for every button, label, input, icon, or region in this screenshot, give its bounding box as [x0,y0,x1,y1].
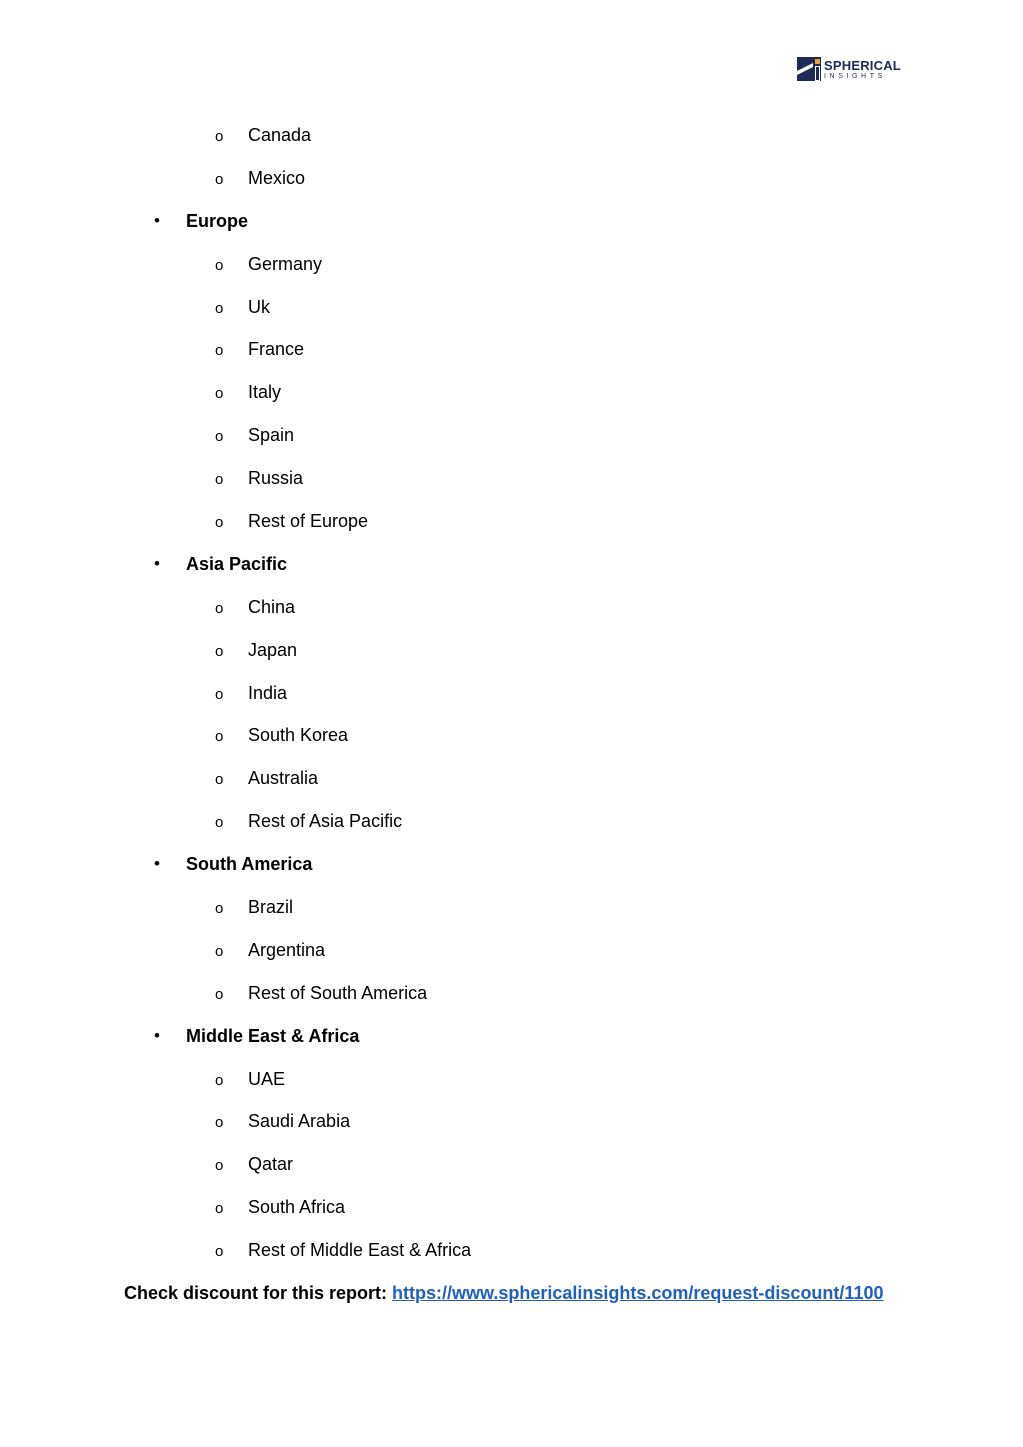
circle-bullet-icon: o [215,514,224,532]
country-item [0,586,1023,629]
circle-bullet-icon: o [215,642,224,660]
country-label: Rest of Europe [248,511,369,532]
discount-line [124,1283,883,1305]
circle-bullet-icon: o [215,256,224,274]
country-label: UAE [248,1068,286,1089]
country-label: Uk [248,296,270,317]
circle-bullet-icon: o [215,985,224,1003]
country-item [0,328,1023,371]
circle-bullet-icon: o [215,1157,224,1175]
country-item [0,371,1023,414]
country-label: Mexico [248,167,306,188]
logo-name: SPHERICAL [824,57,901,73]
bullet-icon: • [154,1025,160,1045]
country-item [0,1229,1023,1272]
country-label: India [248,682,288,703]
country-item [0,1058,1023,1101]
country-item [0,286,1023,329]
circle-bullet-icon: o [215,471,224,489]
country-label: Australia [248,768,319,789]
circle-bullet-icon: o [215,170,224,188]
circle-bullet-icon: o [215,814,224,832]
region-label: South America [186,854,313,875]
region-label: Asia Pacific [186,553,288,574]
spherical-insights-logo-icon [797,57,821,81]
circle-bullet-icon: o [215,428,224,446]
circle-bullet-icon: o [215,1114,224,1132]
region-item [0,200,1023,243]
country-item [0,1143,1023,1186]
country-item [0,972,1023,1015]
circle-bullet-icon: o [215,128,224,145]
region-item [0,843,1023,886]
country-label: China [248,596,296,617]
logo-text [824,59,901,80]
circle-bullet-icon: o [215,771,224,789]
country-item [0,886,1023,929]
country-label: Japan [248,639,298,660]
country-item [0,800,1023,843]
country-label: Argentina [248,939,326,960]
region-item [0,543,1023,586]
country-label: Saudi Arabia [248,1111,351,1132]
bullet-icon: • [154,553,160,573]
country-item [0,114,1023,157]
circle-bullet-icon: o [215,1071,224,1089]
circle-bullet-icon: o [215,342,224,360]
country-label: Rest of Middle East & Africa [248,1240,472,1261]
country-item [0,757,1023,800]
country-item [0,714,1023,757]
country-label: Russia [248,468,304,489]
circle-bullet-icon: o [215,1243,224,1261]
circle-bullet-icon: o [215,1200,224,1218]
country-item [0,457,1023,500]
discount-label: Check discount for this report: [124,1283,393,1303]
country-item [0,629,1023,672]
country-item [0,1186,1023,1229]
company-logo [797,57,901,81]
country-label: Italy [248,382,282,403]
discount-link[interactable]: https://www.sphericalinsights.com/request-discount/1100 [392,1283,884,1303]
country-item [0,1100,1023,1143]
country-label: Canada [248,125,312,145]
country-item [0,500,1023,543]
logo-subtitle: INSIGHTS [824,72,886,80]
bullet-icon: • [154,854,160,874]
circle-bullet-icon: o [215,385,224,403]
country-label: South Africa [248,1197,346,1218]
region-label: Europe [186,210,249,231]
region-item [0,1015,1023,1058]
circle-bullet-icon: o [215,685,224,703]
bullet-icon: • [154,210,160,230]
country-item [0,243,1023,286]
circle-bullet-icon: o [215,900,224,918]
region-label: Middle East & Africa [186,1025,360,1046]
country-item [0,414,1023,457]
country-label: South Korea [248,725,349,746]
country-label: Rest of Asia Pacific [248,811,403,832]
region-list [0,114,1023,1272]
country-label: Germany [248,253,323,274]
circle-bullet-icon: o [215,728,224,746]
country-item [0,929,1023,972]
circle-bullet-icon: o [215,942,224,960]
country-label: Qatar [248,1154,294,1175]
country-item [0,672,1023,715]
country-label: Spain [248,425,295,446]
circle-bullet-icon: o [215,599,224,617]
country-label: Brazil [248,897,294,918]
circle-bullet-icon: o [215,299,224,317]
country-item [0,157,1023,200]
country-label: Rest of South America [248,982,428,1003]
country-label: France [248,339,305,360]
